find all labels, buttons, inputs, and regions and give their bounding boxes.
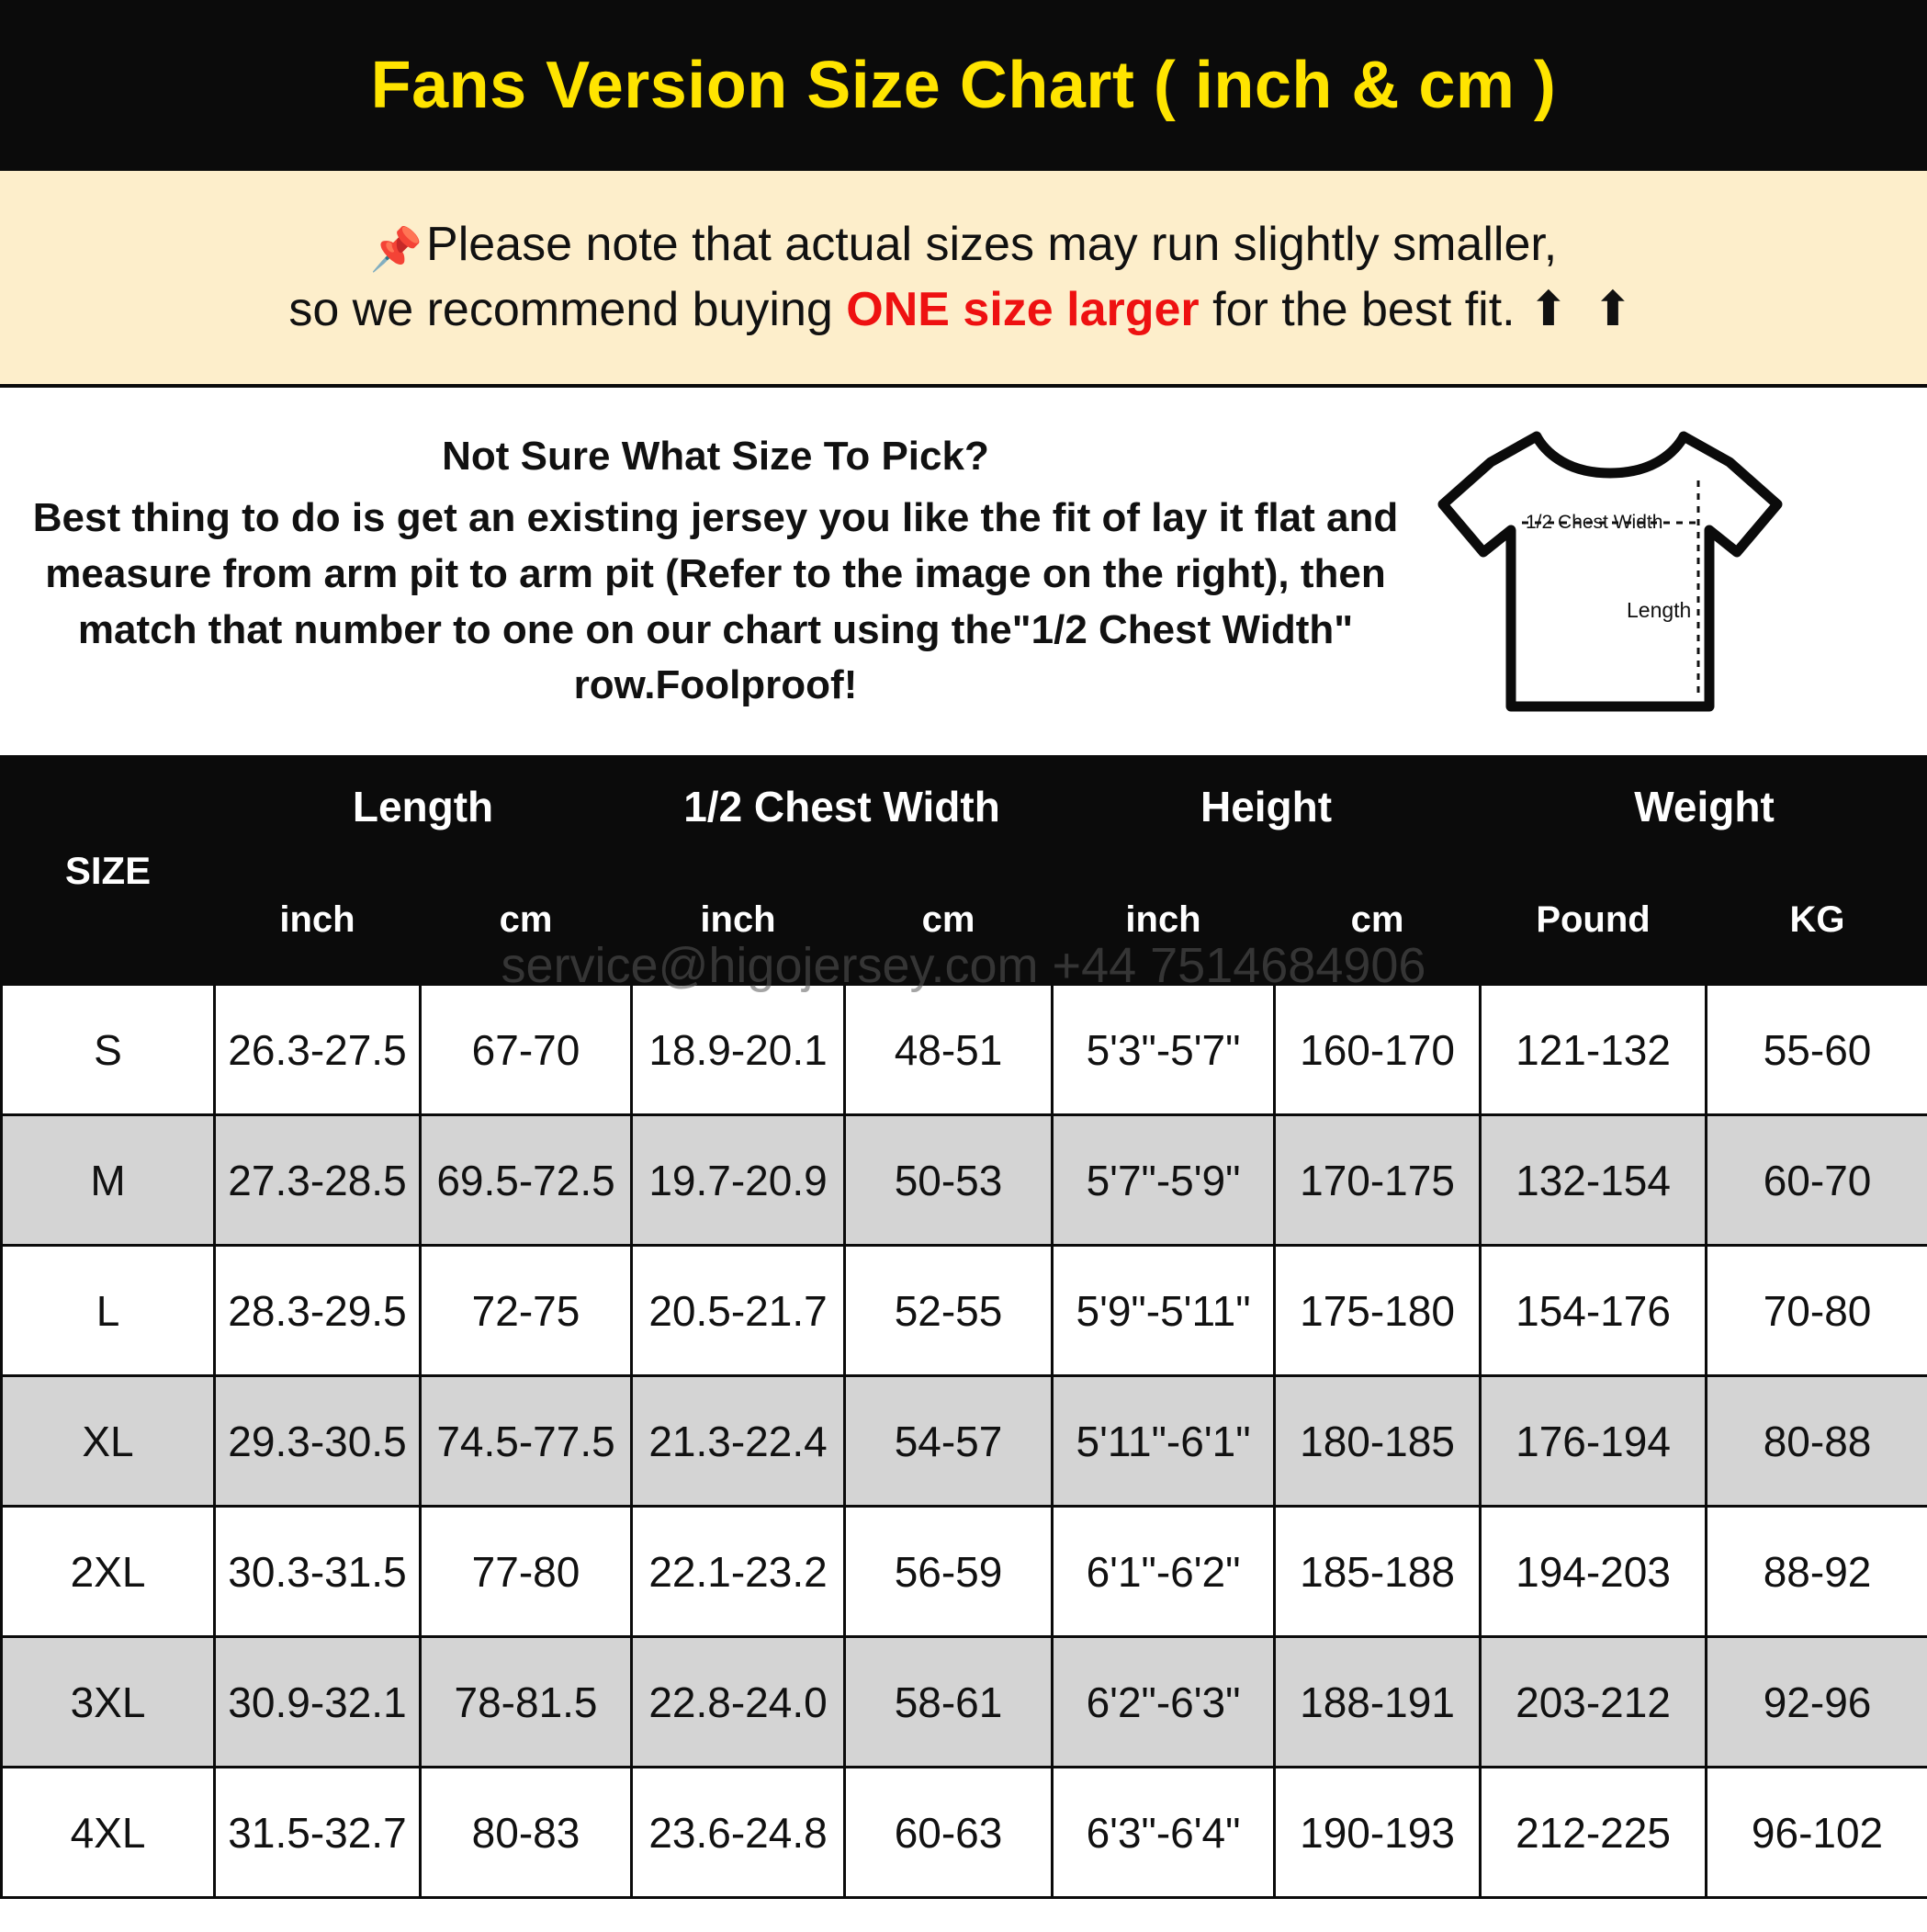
row-height-cm: 185-188: [1275, 1507, 1481, 1637]
title-bar: [0, 0, 1927, 171]
row-chest-cm: 60-63: [845, 1768, 1053, 1898]
row-length-inch: 29.3-30.5: [215, 1376, 421, 1507]
help-heading: Not Sure What Size To Pick?: [442, 433, 989, 479]
row-length-inch: 30.3-31.5: [215, 1507, 421, 1637]
row-chest-inch: 19.7-20.9: [632, 1115, 845, 1246]
note-highlight: ONE size larger: [846, 283, 1200, 337]
header-unit-weight-kg: KG: [1707, 856, 1927, 985]
row-weight-pound: 132-154: [1481, 1115, 1707, 1246]
row-height-inch: 6'2"-6'3": [1053, 1637, 1275, 1768]
note-text-2a: so we recommend buying: [288, 283, 847, 337]
row-weight-pound: 154-176: [1481, 1246, 1707, 1376]
row-length-cm: 67-70: [421, 985, 632, 1115]
row-chest-inch: 20.5-21.7: [632, 1246, 845, 1376]
shirt-diagram: [1413, 420, 1808, 723]
table-row: [2, 1768, 1927, 1898]
row-length-inch: 26.3-27.5: [215, 985, 421, 1115]
row-chest-inch: 22.8-24.0: [632, 1637, 845, 1768]
row-height-inch: 6'3"-6'4": [1053, 1768, 1275, 1898]
row-chest-inch: 18.9-20.1: [632, 985, 845, 1115]
row-height-inch: 5'11"-6'1": [1053, 1376, 1275, 1507]
header-unit-chest-cm: cm: [845, 856, 1053, 985]
up-arrows-icon: ⬆ ⬆: [1528, 283, 1639, 337]
row-weight-pound: 212-225: [1481, 1768, 1707, 1898]
table-row: [2, 1637, 1927, 1768]
help-body: Best thing to do is get an existing jersey you like the fit of lay it flat and measure from arm pit to arm pit (Refer to the image on the right), then match that number to one on our chart using the"1/2 Chest Width" row.Foolproof!: [32, 495, 1399, 708]
row-height-inch: 5'3"-5'7": [1053, 985, 1275, 1115]
row-length-cm: 80-83: [421, 1768, 632, 1898]
shirt-length-label: Length: [1627, 598, 1692, 622]
row-weight-kg: 96-102: [1707, 1768, 1927, 1898]
row-weight-pound: 121-132: [1481, 985, 1707, 1115]
row-length-cm: 77-80: [421, 1507, 632, 1637]
table-row: [2, 1246, 1927, 1376]
row-chest-inch: 22.1-23.2: [632, 1507, 845, 1637]
table-row: [2, 985, 1927, 1115]
pushpin-icon: 📌: [369, 225, 423, 274]
row-weight-kg: 92-96: [1707, 1637, 1927, 1768]
row-weight-kg: 80-88: [1707, 1376, 1927, 1507]
row-length-cm: 69.5-72.5: [421, 1115, 632, 1246]
row-height-cm: 160-170: [1275, 985, 1481, 1115]
header-unit-height-inch: inch: [1053, 856, 1275, 985]
help-section: [0, 388, 1927, 755]
watermark: service@higojersey.com +44 7514684906: [501, 938, 1426, 993]
row-length-inch: 31.5-32.7: [215, 1768, 421, 1898]
header-group-height: Height: [1053, 757, 1481, 856]
header-unit-weight-pound: Pound: [1481, 856, 1707, 985]
row-length-inch: 28.3-29.5: [215, 1246, 421, 1376]
row-height-cm: 188-191: [1275, 1637, 1481, 1768]
header-unit-length-inch: inch: [215, 856, 421, 985]
row-height-inch: 5'9"-5'11": [1053, 1246, 1275, 1376]
row-weight-kg: 88-92: [1707, 1507, 1927, 1637]
row-size: 3XL: [2, 1637, 215, 1768]
row-chest-inch: 23.6-24.8: [632, 1768, 845, 1898]
row-height-inch: 6'1"-6'2": [1053, 1507, 1275, 1637]
row-weight-kg: 55-60: [1707, 985, 1927, 1115]
row-chest-cm: 54-57: [845, 1376, 1053, 1507]
note-line-1: [370, 212, 1558, 277]
header-unit-length-cm: cm: [421, 856, 632, 985]
row-length-inch: 27.3-28.5: [215, 1115, 421, 1246]
row-height-cm: 180-185: [1275, 1376, 1481, 1507]
tshirt-icon: [1426, 420, 1794, 723]
row-size: XL: [2, 1376, 215, 1507]
row-chest-cm: 52-55: [845, 1246, 1053, 1376]
table-row: [2, 1115, 1927, 1246]
row-length-cm: 74.5-77.5: [421, 1376, 632, 1507]
row-size: S: [2, 985, 215, 1115]
help-text: [9, 429, 1413, 714]
header-group-length: Length: [215, 757, 632, 856]
header-unit-chest-inch: inch: [632, 856, 845, 985]
row-weight-pound: 176-194: [1481, 1376, 1707, 1507]
header-size: SIZE: [2, 757, 215, 985]
row-chest-cm: 50-53: [845, 1115, 1053, 1246]
row-weight-pound: 203-212: [1481, 1637, 1707, 1768]
note-band: [0, 171, 1927, 388]
row-weight-kg: 70-80: [1707, 1246, 1927, 1376]
note-text-2b: for the best fit.: [1199, 283, 1516, 337]
row-height-cm: 170-175: [1275, 1115, 1481, 1246]
row-size: L: [2, 1246, 215, 1376]
size-table: [0, 755, 1927, 1899]
row-chest-cm: 56-59: [845, 1507, 1053, 1637]
header-unit-height-cm: cm: [1275, 856, 1481, 985]
row-size: 4XL: [2, 1768, 215, 1898]
shirt-chest-label: 1/2 Chest Width: [1526, 512, 1663, 533]
row-chest-inch: 21.3-22.4: [632, 1376, 845, 1507]
row-length-inch: 30.9-32.1: [215, 1637, 421, 1768]
header-group-weight: Weight: [1481, 757, 1927, 856]
note-text-1: Please note that actual sizes may run slightly smaller,: [426, 218, 1558, 272]
row-weight-pound: 194-203: [1481, 1507, 1707, 1637]
row-height-inch: 5'7"-5'9": [1053, 1115, 1275, 1246]
row-height-cm: 175-180: [1275, 1246, 1481, 1376]
table-header-units: [2, 856, 1927, 985]
page-title: Fans Version Size Chart ( inch & cm ): [370, 49, 1557, 122]
row-size: 2XL: [2, 1507, 215, 1637]
note-line-2: [288, 277, 1638, 342]
row-chest-cm: 48-51: [845, 985, 1053, 1115]
table-row: [2, 1376, 1927, 1507]
row-height-cm: 190-193: [1275, 1768, 1481, 1898]
row-weight-kg: 60-70: [1707, 1115, 1927, 1246]
row-length-cm: 72-75: [421, 1246, 632, 1376]
table-row: [2, 1507, 1927, 1637]
header-group-chest: 1/2 Chest Width: [632, 757, 1053, 856]
row-length-cm: 78-81.5: [421, 1637, 632, 1768]
row-size: M: [2, 1115, 215, 1246]
row-chest-cm: 58-61: [845, 1637, 1053, 1768]
table-header-groups: [2, 757, 1927, 856]
